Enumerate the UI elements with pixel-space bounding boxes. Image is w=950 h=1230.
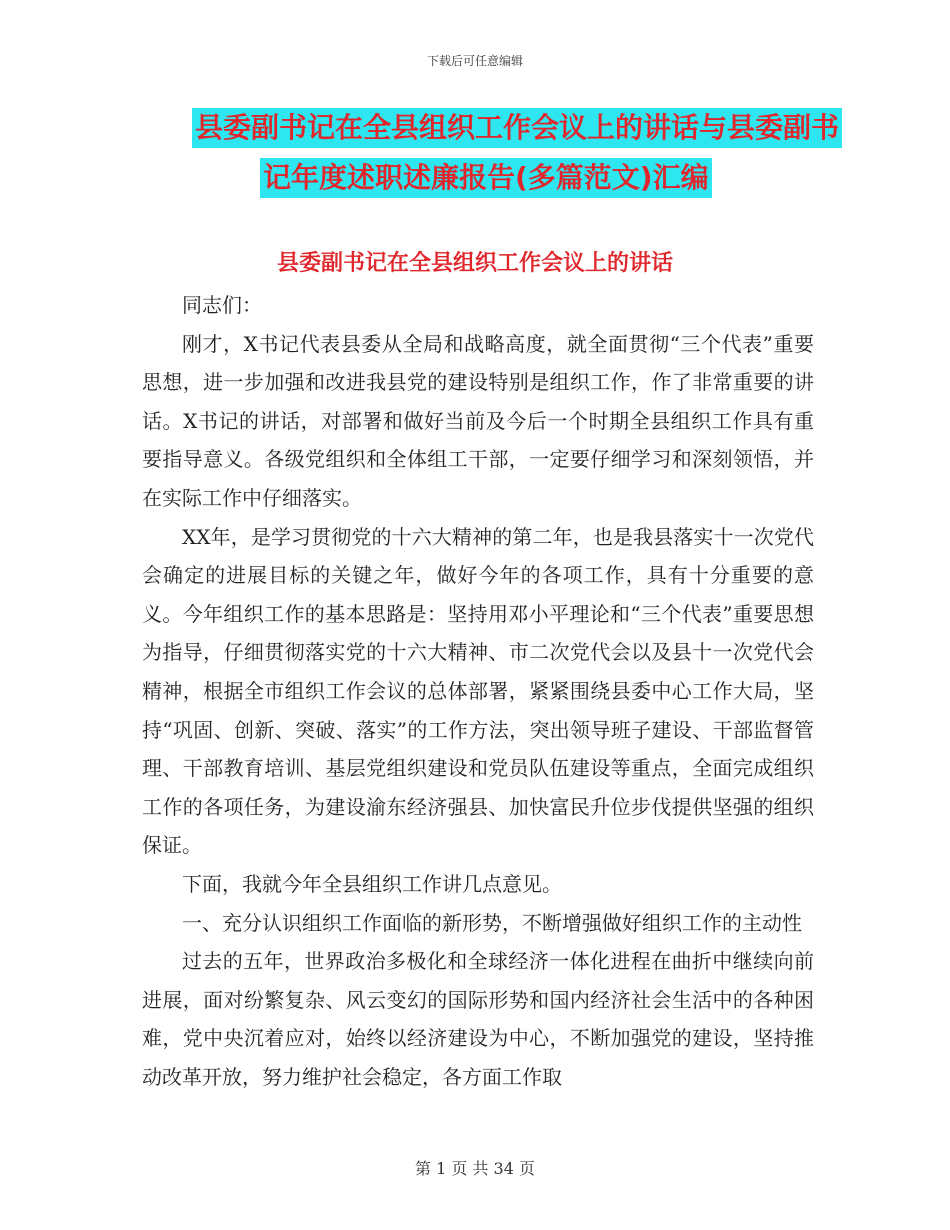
paragraph: 下面，我就今年全县组织工作讲几点意见。 [182,871,562,896]
document-title-line-1: 县委副书记在全县组织工作会议上的讲话与县委副书 [192,108,842,148]
paragraph: 刚才，X书记代表县委从全局和战略高度，就全面贯彻“三个代表”重要思想，进一步加强和改进我县党的建设特别是组织工作，作了非常重要的讲话。X书记的讲话，对部署和做好当前及今后一个时期全县组织工作具有重要指导意义。各级党组织和全体组工干部，一定要仔细学习和深刻领悟，并在实际工作中仔细落实。 [142,331,814,510]
paragraph: XX年，是学习贯彻党的十六大精神的第二年，也是我县落实十一次党代会确定的进展目标的关键之年，做好今年的各项工作，具有十分重要的意义。今年组织工作的基本思路是：坚持用邓小平理论和“三个代表”重要思想为指导，仔细贯彻落实党的十六大精神、市二次党代会以及县十一次党代会精神，根据全市组织工作会议的总体部署，紧紧围绕县委中心工作大局，坚持“巩固、创新、突破、落实”的工作方法，突出领导班子建设、干部监督管理、干部教育培训、基层党组织建设和党员队伍建设等重点，全面完成组织工作的各项任务，为建设渝东经济强县、加快富民升位步伐提供坚强的组织保证。 [142,524,814,858]
section-heading-1: 一、充分认识组织工作面临的新形势，不断增强做好组织工作的主动性 [182,910,802,935]
paragraph: 过去的五年，世界政治多极化和全球经济一体化进程在曲折中继续向前进展，面对纷繁复杂、风云变幻的国际形势和国内经济社会生活中的各种困难，党中央沉着应对，始终以经济建设为中心，不断加强党的建设，坚持推动改革开放，努力维护社会稳定，各方面工作取 [142,949,814,1089]
page-number: 第 1 页 共 34 页 [415,1159,535,1178]
document-body [142,286,814,1096]
document-title-line-2: 记年度述职述廉报告(多篇范文)汇编 [260,158,712,198]
section-title: 县委副书记在全县组织工作会议上的讲话 [276,251,673,276]
paragraph-greeting: 同志们： [182,293,262,317]
header-note: 下载后可任意编辑 [426,54,523,68]
